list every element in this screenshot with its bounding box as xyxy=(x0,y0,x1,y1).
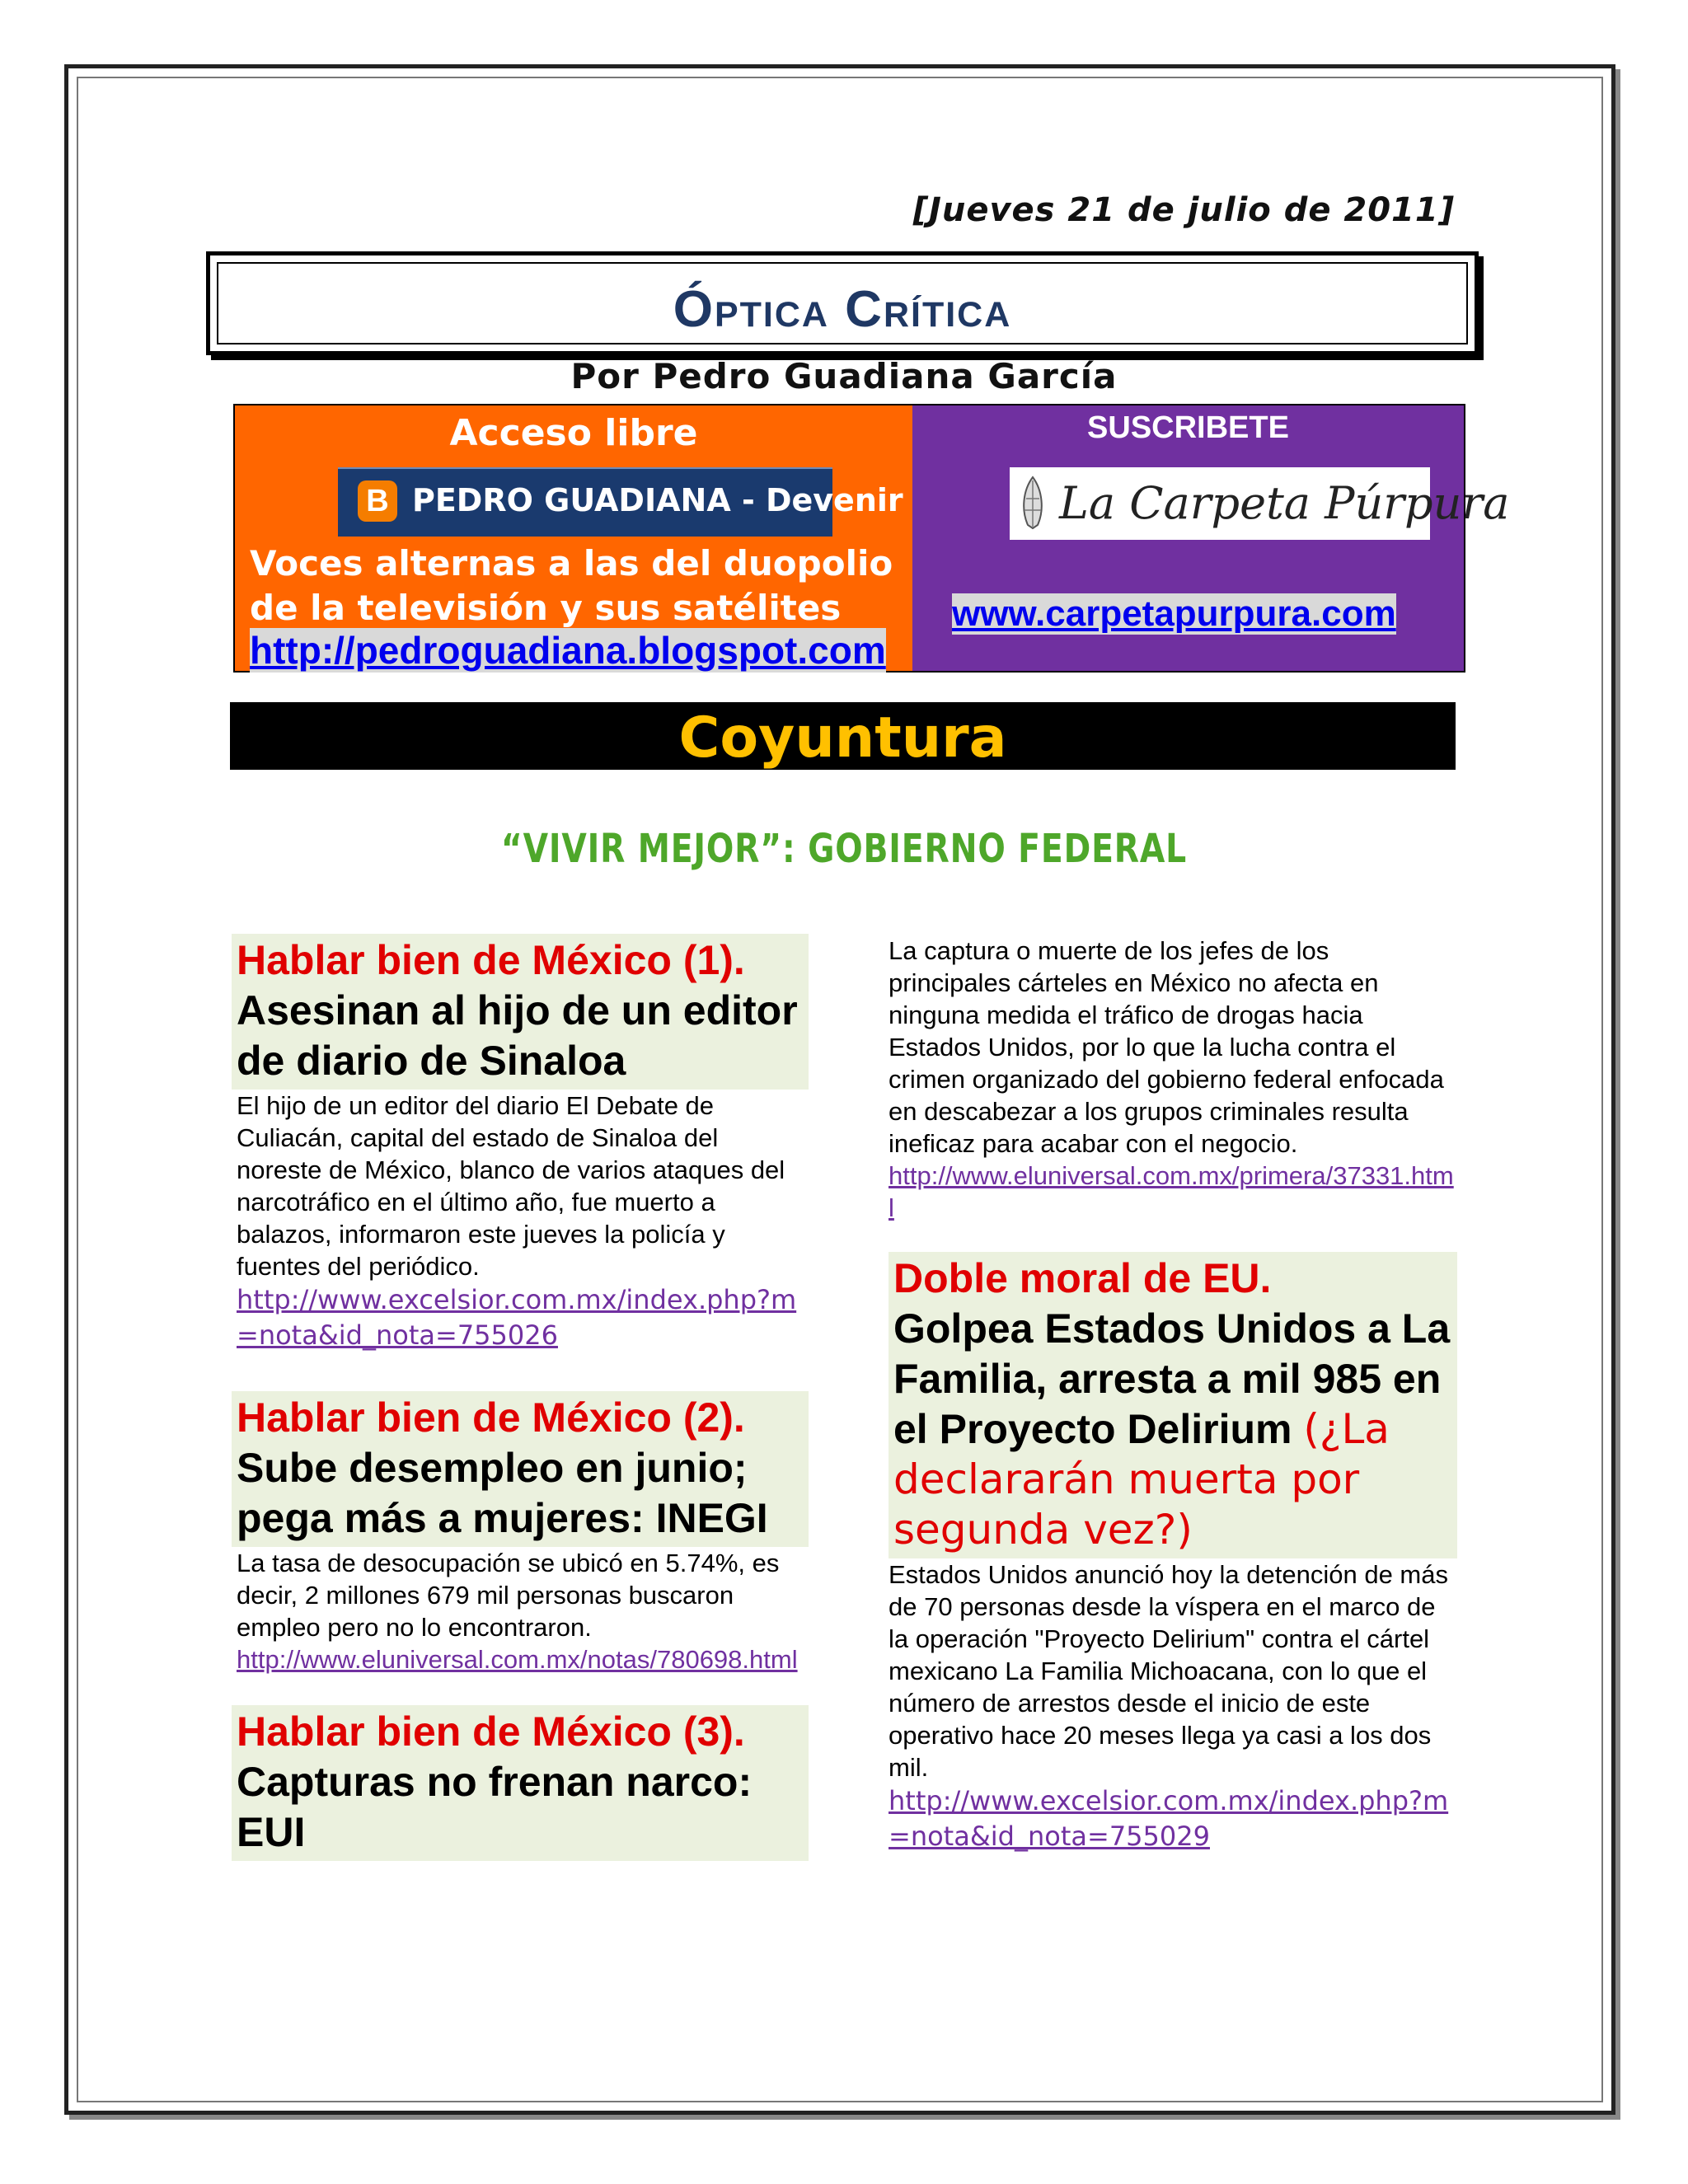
article-2-kicker: Hablar bien de México (2). xyxy=(237,1394,745,1441)
article-1-link[interactable]: http://www.excelsior.com.mx/index.php?m=nota&id_nota=755026 xyxy=(237,1284,797,1351)
shell-icon xyxy=(1016,474,1049,532)
article-1-headline xyxy=(232,934,809,1090)
section-bar xyxy=(230,702,1456,770)
article-1-body: El hijo de un editor del diario El Debate de Culiacán, capital del estado de Sinaloa del noreste de México, blanco de varios ataques del narcotráfico en el último año, fue muerto a balazos, informaron este jueves la policía y fuentes del periódico. xyxy=(237,1091,785,1281)
publication-date: [Jueves 21 de julio de 2011] xyxy=(912,191,1455,229)
article-1-kicker: Hablar bien de México (1). xyxy=(237,937,745,983)
masthead-title: Óptica Crítica xyxy=(673,281,1012,338)
article-1-title: Asesinan al hijo de un editor de diario de Sinaloa xyxy=(237,987,798,1084)
blog-badge[interactable] xyxy=(338,467,903,537)
blog-badge-text: PEDRO GUADIANA - Devenir xyxy=(412,482,903,518)
article-3-headline xyxy=(232,1705,809,1861)
blogger-icon: B xyxy=(358,480,397,522)
section-title: “VIVIR MEJOR”: GOBIERNO FEDERAL xyxy=(500,826,1188,872)
article-3 xyxy=(232,1705,809,1861)
article-3-title: Capturas no frenan narco: EUI xyxy=(237,1759,753,1855)
masthead-box xyxy=(206,251,1479,355)
banner-right-panel xyxy=(912,405,1510,671)
article-2-body: La tasa de desocupación se ubicó en 5.74%, es decir, 2 millones 679 mil personas buscaron empleo pero no lo encontraron. xyxy=(237,1549,780,1642)
article-1 xyxy=(232,934,809,1353)
article-3-link[interactable]: http://www.eluniversal.com.mx/primera/37331.html xyxy=(889,1161,1454,1222)
article-4-aside: (¿La declararán muerta por segunda vez?) xyxy=(893,1405,1390,1554)
carpeta-purpura-logo[interactable] xyxy=(1010,467,1510,540)
article-3-kicker: Hablar bien de México (3). xyxy=(237,1708,745,1755)
article-4 xyxy=(889,1252,1457,1854)
article-4-kicker: Doble moral de EU. xyxy=(893,1255,1272,1301)
promo-banner xyxy=(233,404,1510,673)
right-column xyxy=(889,935,1457,1854)
blog-link[interactable]: http://pedroguadiana.blogspot.com xyxy=(250,629,886,672)
blog-tagline: Voces alternas a las del duopolio de la televisión y sus satélites xyxy=(250,543,893,628)
acceso-libre-label: Acceso libre xyxy=(449,412,698,454)
article-2-link[interactable]: http://www.eluniversal.com.mx/notas/780698.html xyxy=(237,1645,798,1674)
subscribe-label: SUSCRIBETE xyxy=(1087,410,1289,445)
banner-left-panel xyxy=(235,405,912,671)
article-2-title: Sube desempleo en junio; pega más a mujeres: INEGI xyxy=(237,1445,768,1541)
article-2-headline xyxy=(232,1391,809,1547)
byline: Por Pedro Guadiana García xyxy=(570,356,1118,396)
article-4-body: Estados Unidos anunció hoy la detención de más de 70 personas desde la víspera en el marco de la operación "Proyecto Delirium" contra el cártel mexicano La Familia Michoacana, con lo que el número de arrestos desde el inicio de este operativo hace 20 meses llega ya casi a los dos mil. xyxy=(889,1560,1448,1782)
carpeta-logo-text: La Carpeta Púrpura xyxy=(1059,477,1510,529)
article-3-continued xyxy=(889,935,1457,1224)
article-4-title: Golpea Estados Unidos a La Familia, arresta a mil 985 en el Proyecto Delirium xyxy=(893,1305,1451,1452)
article-3-body: La captura o muerte de los jefes de los principales cárteles en México no afecta en ninguna medida el tráfico de drogas hacia Estados Unidos, por lo que la lucha contra el crimen organizado del gobierno federal enfocada en descabezar a los grupos criminales resulta ineficaz para acabar con el negocio. xyxy=(889,936,1444,1158)
article-4-headline xyxy=(889,1252,1457,1558)
carpeta-link[interactable]: www.carpetapurpura.com xyxy=(952,593,1396,634)
article-2 xyxy=(232,1391,809,1675)
left-column xyxy=(232,934,809,1861)
article-4-link[interactable]: http://www.excelsior.com.mx/index.php?m=nota&id_nota=755029 xyxy=(889,1785,1449,1852)
section-label: Coyuntura xyxy=(678,705,1007,771)
